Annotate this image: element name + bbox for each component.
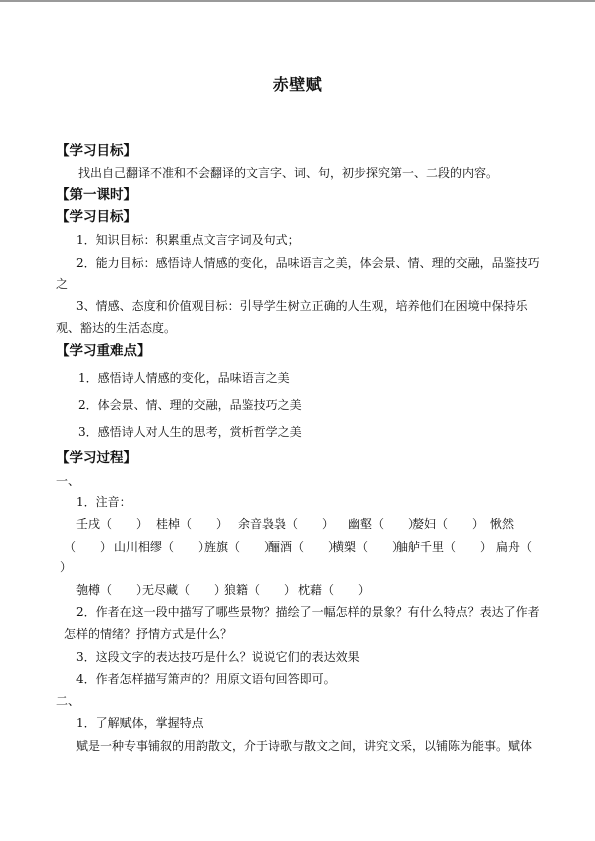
section-heading-process: 【学习过程】: [56, 450, 137, 466]
lesson-heading: 【第一课时】: [56, 187, 137, 203]
pronunciation-row-1: [76, 516, 514, 532]
question-4: 4．作者怎样描写箫声的？用原文语句回答即可。: [76, 672, 336, 686]
pronunciation-blank: 幽壑（ ）: [348, 517, 421, 531]
objective-item-attitude-cont: 观、豁达的生活态度。: [56, 321, 177, 335]
pronunciation-blank: 山川相缪（ ）: [114, 540, 211, 554]
pronunciation-blank: 无尽藏（ ）: [142, 583, 227, 597]
pronunciation-blank: 愀然: [490, 517, 515, 531]
pronunciation-blank: 余音袅袅（ ）: [238, 517, 335, 531]
fu-form-label: 1．了解赋体，掌握特点: [76, 716, 204, 730]
key-point-item-2: 2．体会景、情、理的交融，品鉴技巧之美: [78, 398, 302, 412]
part-one-label: 一、: [56, 474, 81, 488]
page-title: 赤壁赋: [272, 75, 323, 94]
objective-item-knowledge: 1．知识目标：积累重点文言字词及句式；: [76, 233, 300, 247]
fu-form-text: 赋是一种专事铺叙的用韵散文，介于诗歌与散文之间，讲究文采，以铺陈为能事。赋体: [76, 739, 533, 753]
pronunciation-row-3: [76, 582, 370, 598]
section-heading-objectives-2: 【学习目标】: [56, 209, 137, 225]
pronunciation-label: 1．注音：: [76, 495, 132, 509]
key-point-item-1: 1．感悟诗人情感的变化，品味语言之美: [78, 371, 290, 385]
pronunciation-blank: 枕藉（ ）: [298, 583, 371, 597]
pronunciation-blank: 旌旗（ ）: [204, 540, 277, 554]
pronunciation-blank: 匏樽（ ）: [76, 583, 149, 597]
objective-item-ability: 2．能力目标：感悟诗人情感的变化，品味语言之美，体会景、情、理的交融，品鉴技巧: [76, 256, 540, 270]
objectives-text: 找出自己翻译不准和不会翻译的文言字、词、句，初步探究第一、二段的内容。: [78, 166, 499, 180]
pronunciation-blank: 桂棹（ ）: [156, 517, 229, 531]
part-two-label: 二、: [56, 694, 81, 708]
pronunciation-blank: 舳舻千里（ ）: [396, 540, 493, 554]
pronunciation-blank: 嫠妇（ ）: [412, 517, 485, 531]
pronunciation-blank: 酾酒（ ）: [268, 540, 341, 554]
pronunciation-blank: 横槊（ ）: [332, 540, 405, 554]
pronunciation-blank: 狼籍（ ）: [224, 583, 297, 597]
pronunciation-row-2: [64, 539, 532, 555]
question-3: 3．这段文字的表达技巧是什么？说说它们的表达效果: [76, 650, 360, 664]
pronunciation-blank: 壬戌（ ）: [76, 517, 149, 531]
pronunciation-blank: （ ）: [64, 540, 113, 554]
page-top-border: [0, 0, 595, 2]
objective-item-ability-cont: 之: [56, 277, 69, 291]
section-heading-objectives: 【学习目标】: [56, 143, 137, 159]
key-point-item-3: 3．感悟诗人对人生的思考，赏析哲学之美: [78, 425, 302, 439]
objective-item-attitude: 3、情感、态度和价值观目标：引导学生树立正确的人生观，培养他们在困境中保持乐: [76, 299, 528, 313]
section-heading-key-points: 【学习重难点】: [56, 343, 151, 359]
pronunciation-blank: 扁舟（: [496, 540, 533, 554]
question-2-line-1: 2．作者在这一段中描写了哪些景物？描绘了一幅怎样的景象？有什么特点？表达了作者: [76, 605, 540, 619]
question-2-line-2: 怎样的情绪？抒情方式是什么？: [64, 627, 233, 641]
pronunciation-row-2-tail: ）: [60, 560, 73, 574]
